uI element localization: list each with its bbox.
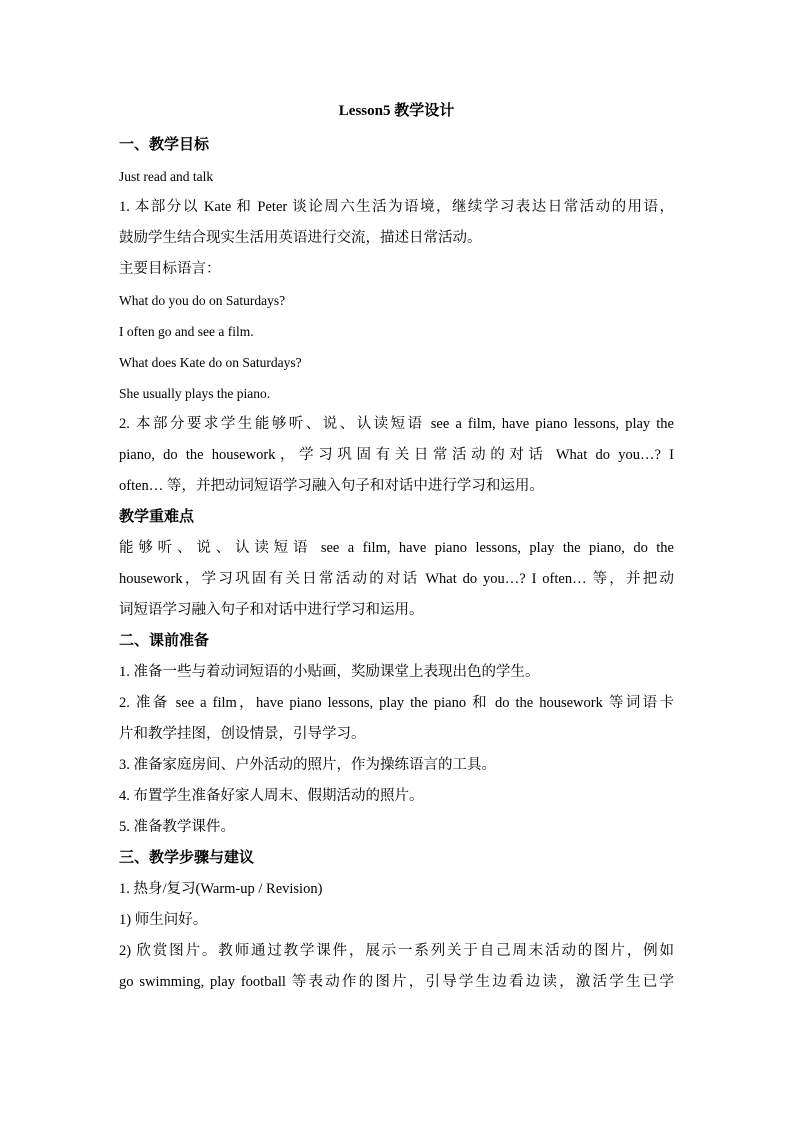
paragraph-line: 1. 本部分以 Kate 和 Peter 谈论周六生活为语境，继续学习表达日常活动的用语， (119, 199, 674, 215)
document-lines (119, 130, 674, 998)
paragraph-line: 1) 师生问好。 (119, 912, 208, 928)
paragraph-line: Just read and talk (119, 169, 214, 184)
paragraph-line: 词短语学习融入句子和对话中进行学习和运用。 (119, 602, 424, 618)
paragraph-line: 2) 欣赏图片。教师通过教学课件，展示一系列关于自己周末活动的图片，例如 (119, 943, 674, 959)
paragraph-line: 片和教学挂图，创设情景，引导学习。 (119, 726, 366, 742)
paragraph-line: 1. 热身/复习(Warm-up / Revision) (119, 881, 323, 897)
paragraph-line: housework，学习巩固有关日常活动的对话 What do you…? I often… 等，并把动 (119, 571, 674, 587)
paragraph-line: 4. 布置学生准备好家人周末、假期活动的照片。 (119, 788, 424, 804)
paragraph-line: 主要目标语言： (119, 261, 221, 277)
document-body (119, 100, 674, 998)
paragraph-line: I often go and see a film. (119, 324, 254, 339)
paragraph-line: 2. 本部分要求学生能够听、说、认读短语 see a film, have piano lessons, play the (119, 416, 674, 432)
paragraph-line: often… 等，并把动词短语学习融入句子和对话中进行学习和运用。 (119, 478, 544, 494)
section-heading: 教学重难点 (119, 509, 195, 525)
document-title: Lesson5 教学设计 (338, 103, 455, 119)
paragraph-line: She usually plays the piano. (119, 386, 271, 401)
paragraph-line: 1. 准备一些与着动词短语的小贴画，奖励课堂上表现出色的学生。 (119, 664, 540, 680)
section-heading: 二、课前准备 (119, 633, 210, 649)
section-heading: 三、教学步骤与建议 (119, 850, 255, 866)
paragraph-line: What do you do on Saturdays? (119, 293, 286, 308)
paragraph-line: 2. 准备 see a film，have piano lessons, play the piano 和 do the housework 等词语卡 (119, 695, 674, 711)
paragraph-line: 能够听、说、认读短语 see a film, have piano lessons, play the piano, do the (119, 540, 674, 556)
paragraph-line: 5. 准备教学课件。 (119, 819, 235, 835)
paragraph-line: What does Kate do on Saturdays? (119, 355, 302, 370)
paragraph-line: 鼓励学生结合现实生活用英语进行交流，描述日常活动。 (119, 230, 482, 246)
paragraph-line: go swimming, play football 等表动作的图片，引导学生边看边读，激活学生已学 (119, 974, 674, 990)
paragraph-line: piano, do the housework，学习巩固有关日常活动的对话 What do you…? I (119, 447, 674, 463)
paragraph-line: 3. 准备家庭房间、户外活动的照片，作为操练语言的工具。 (119, 757, 496, 773)
section-heading: 一、教学目标 (119, 137, 210, 153)
